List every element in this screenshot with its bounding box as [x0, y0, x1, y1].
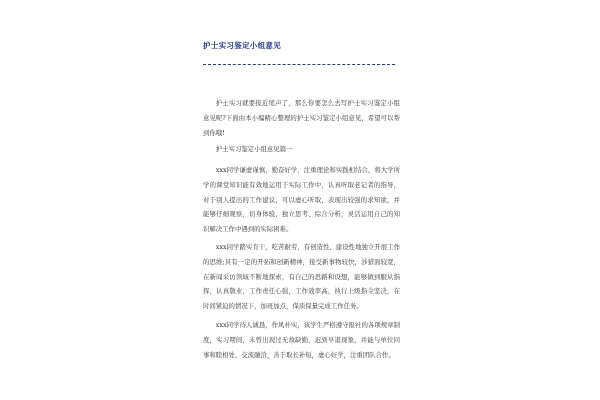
body-paragraph: xxx同学待人诚恳，作风朴实，该学生严格遵守报社的各项规章制度，实习期间，未曾出现过无故缺勤，迟到早退现象，并能与单位同事和睦相处，交流融洽，善于取长补短，虚心好学，注重团队合作。 — [203, 321, 400, 359]
section-heading: 护士实习鉴定小组意见篇一 — [215, 145, 293, 153]
body-paragraph: xxx同学踏实肯干，吃苦耐劳，有创造性、建设性地独立开展工作的思维;具有一定的开拓和创新精神，接受新事物较快，涉猎面较宽，在新闻采访领域不断地探索，有自己的思路和设想，能够做到服从指挥，认真敬业，工作责任心强，工作效率高，执行上级指令坚决，在时间紧迫的情况下，加班加点，保质保量完成工作任务。 — [203, 243, 400, 311]
body-paragraph: xxx同学谦虚谨慎，勤奋好学，注重理论和实践相结合，将大学所学的课堂知识能有效地运用于实际工作中，认真听取老记者的指导，对于别人提出的工作建议，可以虚心听取，表现出较强的求知欲，并能够仔细观察，切身体验、独立思考、综合分析，灵活运用自己的知识解决工作中遇到的实际困难。 — [203, 166, 400, 234]
title-divider — [203, 64, 395, 65]
document-title: 护士实习鉴定小组意见 — [203, 41, 281, 50]
intro-paragraph: 护士实习就要接近尾声了，那么你要怎么去写护士实习鉴定小组意见呢?下面由本小编精心整理的护士实习鉴定小组意见，希望可以帮到你哦! — [203, 99, 400, 137]
